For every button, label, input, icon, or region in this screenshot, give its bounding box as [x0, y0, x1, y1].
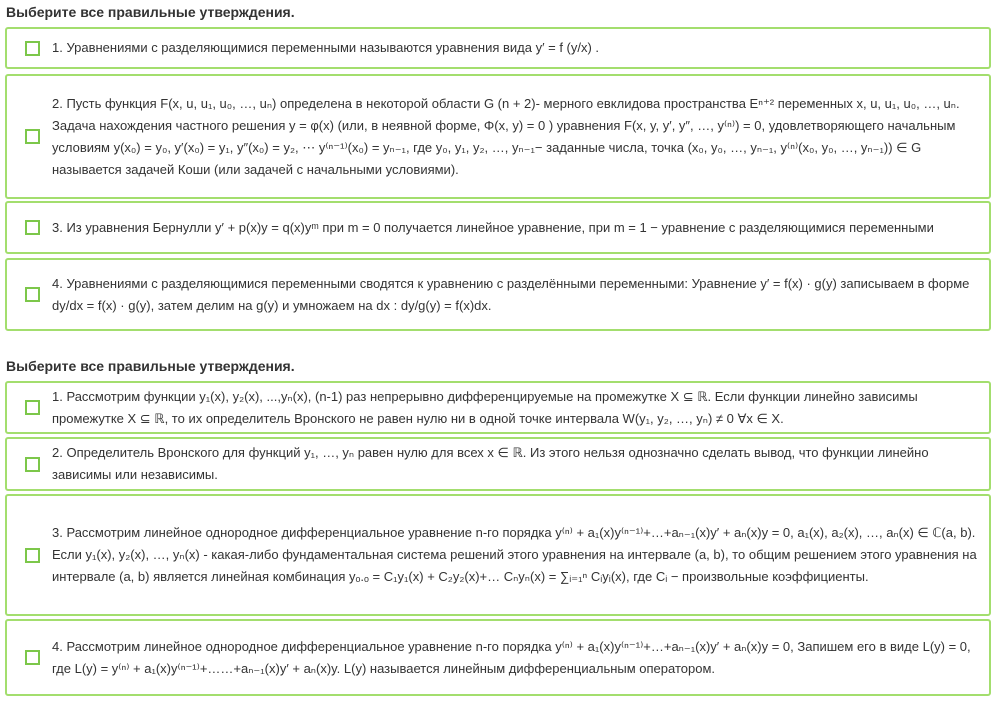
answer-option[interactable]	[5, 494, 991, 616]
answer-option[interactable]	[5, 258, 991, 331]
checkbox[interactable]	[25, 400, 40, 415]
option-text: 2. Пусть функция F(x, u, u₁, u₀, …, uₙ) определена в некоторой области G (n + 2)- мерного евклидова пространства Eⁿ⁺² переменных x, u, u₁, u₀, …, uₙ. Задача нахождения частного решения y = φ(x) (или, в неявной форме, Φ(x, y) = 0 ) уравнения F(x, y, y′, y″, …, y⁽ⁿ⁾) = 0, удовлетворяющего начальным условиям y(x₀) = y₀, y′(x₀) = y₁, y″(x₀) = y₂, ⋯ y⁽ⁿ⁻¹⁾(x₀) = yₙ₋₁, где y₀, y₁, y₂, …, yₙ₋₁− заданные числа, точка (x₀, y₀, …, yₙ₋₁, y⁽ⁿ⁾(x₀, y₀, …, yₙ₋₁)) ∈ G называется задачей Коши (или задачей с начальными условиями).	[52, 95, 960, 177]
question-heading: Выберите все правильные утверждения.	[6, 358, 295, 374]
option-text: 1. Уравнениями с разделяющимися переменными называются уравнения вида y′ = f (y/x) .	[52, 40, 600, 55]
checkbox[interactable]	[25, 457, 40, 472]
answer-option[interactable]	[5, 437, 991, 491]
option-text: 4. Рассмотрим линейное однородное дифференциальное уравнение n-го порядка y⁽ⁿ⁾ + a₁(x)y⁽ⁿ⁻¹⁾+…+aₙ₋₁(x)y′ + aₙ(x)y = 0, Запишем его в виде L(y) = 0, где L(y) = y⁽ⁿ⁾ + a₁(x)y⁽ⁿ⁻¹⁾+……+aₙ₋₁(x)y′ + aₙ(x)y. L(y) называется линейным дифференциальным оператором.	[52, 638, 971, 676]
option-text: 1. Рассмотрим функции y₁(x), y₂(x), ...,yₙ(x), (n-1) раз непрерывно дифференцируемые на промежутке X ⊆ ℝ. Если функции линейно зависимы промежутке X ⊆ ℝ, то их определитель Вронского не равен нулю ни в одной точке интервала W(y₁, y₂, …, yₙ) ≠ 0 ∀x ∈ X.	[52, 388, 918, 426]
answer-option[interactable]	[5, 381, 991, 434]
option-text: 3. Из уравнения Бернулли y′ + p(x)y = q(x)yᵐ при m = 0 получается линейное уравнение, при m = 1 − уравнение с разделяющимися переменными	[52, 219, 934, 235]
question-2	[0, 356, 1000, 376]
checkbox[interactable]	[25, 287, 40, 302]
checkbox[interactable]	[25, 129, 40, 144]
question-1	[0, 2, 1000, 22]
option-text: 3. Рассмотрим линейное однородное дифференциальное уравнение n-го порядка y⁽ⁿ⁾ + a₁(x)y⁽ⁿ⁻¹⁾+…+aₙ₋₁(x)y′ + aₙ(x)y = 0, a₁(x), a₂(x), …, aₙ(x) ∈ ℂ(a, b). Если y₁(x), y₂(x), …, yₙ(x) - какая-либо фундаментальная система решений этого уравнения на интервале (a, b), то общим решением этого уравнения на интервале (a, b) является линейная комбинация yₒ.ₒ = C₁y₁(x) + C₂y₂(x)+… Cₙyₙ(x) = ∑ᵢ₌₁ⁿ Cᵢyᵢ(x), где Cᵢ − произвольные коэффициенты.	[52, 525, 977, 584]
checkbox[interactable]	[25, 41, 40, 56]
option-text: 2. Определитель Вронского для функций y₁, …, yₙ равен нулю для всех x ∈ ℝ. Из этого нельзя однозначно сделать вывод, что функции линейно зависимы или независимы.	[52, 445, 929, 482]
answer-option[interactable]	[5, 201, 991, 254]
answer-option[interactable]	[5, 27, 991, 69]
checkbox[interactable]	[25, 548, 40, 563]
answer-option[interactable]	[5, 619, 991, 696]
checkbox[interactable]	[25, 220, 40, 235]
question-heading: Выберите все правильные утверждения.	[6, 4, 295, 20]
checkbox[interactable]	[25, 650, 40, 665]
answer-option[interactable]	[5, 74, 991, 199]
option-text: 4. Уравнениями с разделяющимися переменными сводятся к уравнению с разделёнными переменными: Уравнение y′ = f(x) · g(y) записываем в форме dy/dx = f(x) · g(y), затем делим на g(y) и умножаем на dx : dy/g(y) = f(x)dx.	[52, 275, 970, 313]
